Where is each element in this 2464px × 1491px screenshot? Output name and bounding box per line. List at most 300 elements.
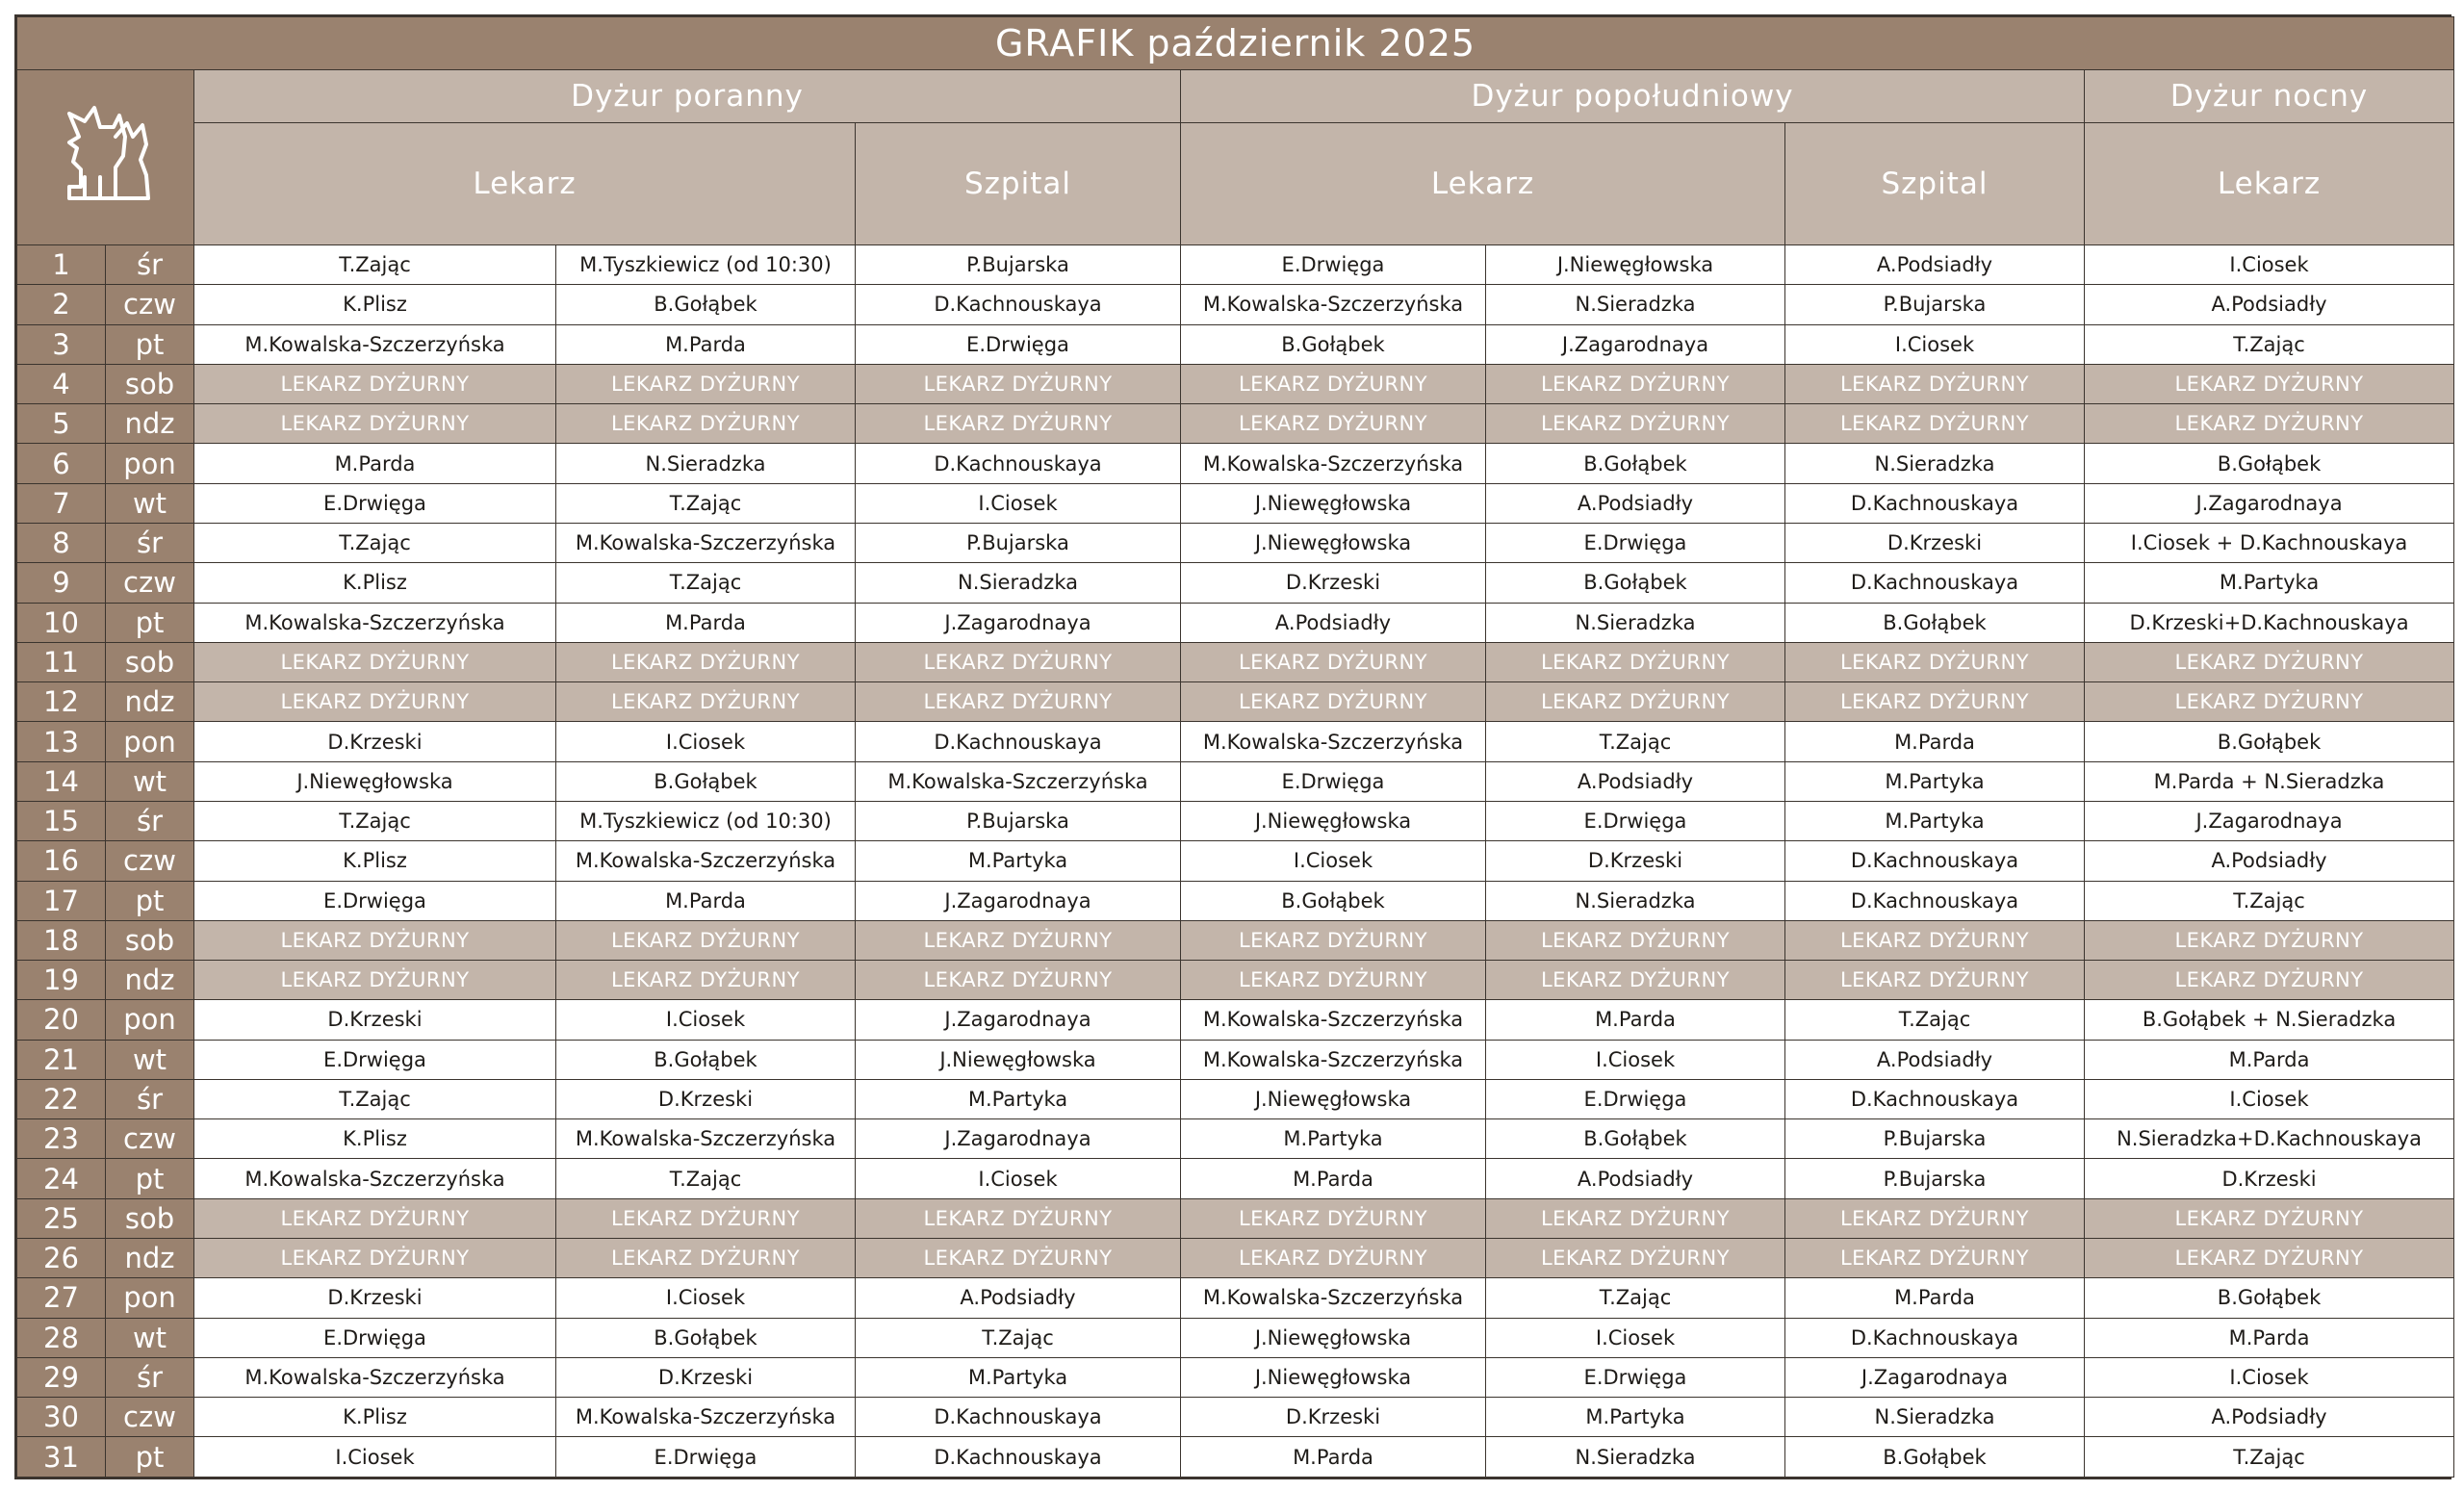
- schedule-cell: A.Podsiadły: [1785, 1040, 2085, 1079]
- schedule-cell: D.Krzeski: [556, 1357, 856, 1397]
- schedule-cell: M.Partyka: [856, 1357, 1181, 1397]
- schedule-cell: LEKARZ DYŻURNY: [1486, 642, 1785, 681]
- schedule-cell: M.Kowalska-Szczerzyńska: [556, 523, 856, 562]
- day-number: 5: [17, 404, 106, 444]
- schedule-cell: LEKARZ DYŻURNY: [856, 642, 1181, 681]
- schedule-cell: M.Partyka: [1785, 801, 2085, 840]
- schedule-cell: LEKARZ DYŻURNY: [1785, 364, 2085, 403]
- day-of-week: pon: [106, 444, 194, 483]
- schedule-cell: T.Zając: [556, 563, 856, 603]
- table-row: [17, 324, 2454, 364]
- schedule-cell: E.Drwięga: [1486, 1079, 1785, 1118]
- day-of-week: sob: [106, 642, 194, 681]
- schedule-cell: A.Podsiadły: [1785, 245, 2085, 285]
- schedule-cell: P.Bujarska: [1785, 1159, 2085, 1198]
- schedule-cell: LEKARZ DYŻURNY: [1181, 682, 1486, 722]
- schedule-cell: LEKARZ DYŻURNY: [1486, 1198, 1785, 1238]
- schedule-cell: P.Bujarska: [1785, 285, 2085, 324]
- schedule-cell: LEKARZ DYŻURNY: [556, 642, 856, 681]
- table-row: [17, 1079, 2454, 1118]
- schedule-cell: K.Plisz: [194, 563, 556, 603]
- schedule-cell: LEKARZ DYŻURNY: [1785, 920, 2085, 960]
- schedule-cell: M.Parda: [1785, 722, 2085, 761]
- schedule-cell: N.Sieradzka: [556, 444, 856, 483]
- day-number: 21: [17, 1040, 106, 1079]
- table-row: [17, 801, 2454, 840]
- schedule-cell: LEKARZ DYŻURNY: [1181, 1198, 1486, 1238]
- schedule-cell: M.Parda: [1486, 1000, 1785, 1040]
- schedule-cell: D.Krzeski: [194, 1278, 556, 1318]
- day-of-week: wt: [106, 483, 194, 523]
- schedule-cell: A.Podsiadły: [1181, 603, 1486, 642]
- schedule-cell: LEKARZ DYŻURNY: [194, 1198, 556, 1238]
- schedule-cell: I.Ciosek: [856, 1159, 1181, 1198]
- day-of-week: pt: [106, 1159, 194, 1198]
- schedule-cell: B.Gołąbek: [556, 1040, 856, 1079]
- schedule-cell: LEKARZ DYŻURNY: [1785, 1239, 2085, 1278]
- schedule-cell: M.Kowalska-Szczerzyńska: [194, 1357, 556, 1397]
- day-number: 12: [17, 682, 106, 722]
- schedule-cell: M.Parda: [556, 324, 856, 364]
- day-of-week: pon: [106, 1278, 194, 1318]
- schedule-cell: M.Partyka: [1181, 1119, 1486, 1159]
- day-number: 18: [17, 920, 106, 960]
- schedule-cell: LEKARZ DYŻURNY: [1785, 404, 2085, 444]
- schedule-cell: T.Zając: [1486, 722, 1785, 761]
- schedule-cell: LEKARZ DYŻURNY: [1181, 961, 1486, 1000]
- schedule-cell: A.Podsiadły: [2085, 841, 2454, 881]
- schedule-cell: LEKARZ DYŻURNY: [2085, 961, 2454, 1000]
- schedule-cell: J.Zagarodnaya: [856, 881, 1181, 920]
- schedule-cell: LEKARZ DYŻURNY: [1181, 364, 1486, 403]
- schedule-cell: J.Zagarodnaya: [1486, 324, 1785, 364]
- schedule-cell: A.Podsiadły: [2085, 285, 2454, 324]
- table-row: [17, 920, 2454, 960]
- schedule-cell: M.Kowalska-Szczerzyńska: [1181, 285, 1486, 324]
- schedule-cell: T.Zając: [194, 1079, 556, 1118]
- day-of-week: ndz: [106, 404, 194, 444]
- schedule-cell: D.Krzeski+D.Kachnouskaya: [2085, 603, 2454, 642]
- schedule-cell: LEKARZ DYŻURNY: [194, 682, 556, 722]
- schedule-cell: D.Kachnouskaya: [856, 722, 1181, 761]
- schedule-cell: J.Zagarodnaya: [1785, 1357, 2085, 1397]
- table-row: [17, 1437, 2454, 1478]
- table-row: [17, 1278, 2454, 1318]
- day-number: 4: [17, 364, 106, 403]
- schedule-cell: I.Ciosek: [856, 483, 1181, 523]
- schedule-cell: P.Bujarska: [856, 801, 1181, 840]
- table-row: [17, 245, 2454, 285]
- table-row: [17, 1159, 2454, 1198]
- table-row: [17, 603, 2454, 642]
- schedule-cell: E.Drwięga: [1486, 523, 1785, 562]
- schedule-cell: J.Zagarodnaya: [856, 1119, 1181, 1159]
- schedule-cell: M.Partyka: [1785, 761, 2085, 801]
- schedule-cell: D.Kachnouskaya: [856, 285, 1181, 324]
- schedule-cell: LEKARZ DYŻURNY: [1181, 1239, 1486, 1278]
- schedule-cell: J.Zagarodnaya: [856, 603, 1181, 642]
- day-number: 20: [17, 1000, 106, 1040]
- schedule-cell: LEKARZ DYŻURNY: [1486, 682, 1785, 722]
- schedule-cell: LEKARZ DYŻURNY: [856, 1239, 1181, 1278]
- schedule-cell: E.Drwięga: [1181, 761, 1486, 801]
- shift-afternoon: Dyżur popołudniowy: [1181, 70, 2085, 123]
- table-row: [17, 1318, 2454, 1357]
- schedule-cell: J.Niewęgłowska: [1486, 245, 1785, 285]
- day-number: 2: [17, 285, 106, 324]
- schedule-cell: I.Ciosek: [1486, 1040, 1785, 1079]
- day-number: 15: [17, 801, 106, 840]
- schedule-cell: I.Ciosek: [2085, 1357, 2454, 1397]
- schedule-cell: M.Parda: [1785, 1278, 2085, 1318]
- day-number: 6: [17, 444, 106, 483]
- schedule-cell: M.Parda: [1181, 1159, 1486, 1198]
- schedule-cell: M.Kowalska-Szczerzyńska: [194, 603, 556, 642]
- schedule-title: GRAFIK październik 2025: [17, 17, 2454, 70]
- schedule-cell: J.Niewęgłowska: [856, 1040, 1181, 1079]
- day-of-week: wt: [106, 761, 194, 801]
- schedule-cell: K.Plisz: [194, 1119, 556, 1159]
- day-of-week: czw: [106, 285, 194, 324]
- schedule-cell: D.Kachnouskaya: [1785, 563, 2085, 603]
- schedule-cell: LEKARZ DYŻURNY: [1486, 364, 1785, 403]
- schedule-cell: J.Niewęgłowska: [1181, 1318, 1486, 1357]
- day-of-week: sob: [106, 364, 194, 403]
- schedule-cell: T.Zając: [1785, 1000, 2085, 1040]
- day-number: 13: [17, 722, 106, 761]
- schedule-cell: P.Bujarska: [1785, 1119, 2085, 1159]
- schedule-cell: T.Zając: [2085, 1437, 2454, 1478]
- schedule-cell: N.Sieradzka: [1785, 1398, 2085, 1437]
- schedule-cell: LEKARZ DYŻURNY: [1181, 920, 1486, 960]
- schedule-cell: D.Krzeski: [1181, 1398, 1486, 1437]
- schedule-cell: E.Drwięga: [556, 1437, 856, 1478]
- schedule-cell: D.Kachnouskaya: [1785, 881, 2085, 920]
- table-row: [17, 563, 2454, 603]
- schedule-cell: LEKARZ DYŻURNY: [2085, 682, 2454, 722]
- table-row: [17, 881, 2454, 920]
- day-of-week: wt: [106, 1318, 194, 1357]
- day-number: 17: [17, 881, 106, 920]
- schedule-cell: N.Sieradzka: [856, 563, 1181, 603]
- day-of-week: pon: [106, 722, 194, 761]
- schedule-cell: N.Sieradzka+D.Kachnouskaya: [2085, 1119, 2454, 1159]
- day-number: 24: [17, 1159, 106, 1198]
- schedule-cell: T.Zając: [1486, 1278, 1785, 1318]
- schedule-cell: M.Parda: [2085, 1318, 2454, 1357]
- day-of-week: ndz: [106, 682, 194, 722]
- schedule-cell: M.Tyszkiewicz (od 10:30): [556, 245, 856, 285]
- schedule-cell: B.Gołąbek: [1785, 1437, 2085, 1478]
- schedule-cell: K.Plisz: [194, 1398, 556, 1437]
- day-of-week: śr: [106, 801, 194, 840]
- schedule-cell: M.Partyka: [2085, 563, 2454, 603]
- schedule-cell: I.Ciosek: [2085, 1079, 2454, 1118]
- day-number: 14: [17, 761, 106, 801]
- schedule-cell: LEKARZ DYŻURNY: [556, 1198, 856, 1238]
- cat-dog-icon: [56, 98, 156, 210]
- table-row: [17, 722, 2454, 761]
- schedule-cell: M.Kowalska-Szczerzyńska: [556, 1398, 856, 1437]
- schedule-cell: I.Ciosek: [556, 1000, 856, 1040]
- schedule-cell: A.Podsiadły: [1486, 761, 1785, 801]
- day-of-week: czw: [106, 841, 194, 881]
- schedule-cell: B.Gołąbek: [1785, 603, 2085, 642]
- schedule-cell: M.Partyka: [856, 1079, 1181, 1118]
- logo-cell: [17, 70, 194, 245]
- schedule-cell: D.Krzeski: [194, 722, 556, 761]
- schedule-cell: LEKARZ DYŻURNY: [856, 920, 1181, 960]
- day-of-week: pon: [106, 1000, 194, 1040]
- schedule-cell: D.Kachnouskaya: [1785, 841, 2085, 881]
- shift-night: Dyżur nocny: [2085, 70, 2454, 123]
- schedule-cell: D.Kachnouskaya: [1785, 1079, 2085, 1118]
- subheader-morning-doctor: Lekarz: [194, 123, 856, 245]
- schedule-cell: J.Niewęgłowska: [1181, 801, 1486, 840]
- schedule-cell: J.Zagarodnaya: [856, 1000, 1181, 1040]
- schedule-cell: M.Kowalska-Szczerzyńska: [1181, 722, 1486, 761]
- table-row: [17, 1040, 2454, 1079]
- schedule-cell: E.Drwięga: [1486, 1357, 1785, 1397]
- table-row: [17, 444, 2454, 483]
- schedule-cell: T.Zając: [856, 1318, 1181, 1357]
- schedule-cell: LEKARZ DYŻURNY: [194, 404, 556, 444]
- schedule-cell: I.Ciosek: [2085, 245, 2454, 285]
- day-number: 19: [17, 961, 106, 1000]
- schedule-cell: M.Kowalska-Szczerzyńska: [556, 841, 856, 881]
- table-row: [17, 961, 2454, 1000]
- table-row: [17, 1000, 2454, 1040]
- day-number: 11: [17, 642, 106, 681]
- schedule-cell: M.Kowalska-Szczerzyńska: [1181, 1278, 1486, 1318]
- schedule-cell: M.Partyka: [1486, 1398, 1785, 1437]
- day-of-week: ndz: [106, 961, 194, 1000]
- day-number: 1: [17, 245, 106, 285]
- schedule-cell: B.Gołąbek + N.Sieradzka: [2085, 1000, 2454, 1040]
- day-of-week: ndz: [106, 1239, 194, 1278]
- schedule-cell: M.Parda: [556, 881, 856, 920]
- schedule-cell: LEKARZ DYŻURNY: [856, 1198, 1181, 1238]
- schedule-cell: B.Gołąbek: [2085, 722, 2454, 761]
- table-row: [17, 364, 2454, 403]
- schedule-cell: M.Kowalska-Szczerzyńska: [1181, 444, 1486, 483]
- schedule-cell: LEKARZ DYŻURNY: [556, 404, 856, 444]
- day-number: 29: [17, 1357, 106, 1397]
- day-of-week: czw: [106, 563, 194, 603]
- schedule-cell: LEKARZ DYŻURNY: [2085, 642, 2454, 681]
- schedule-cell: LEKARZ DYŻURNY: [1486, 1239, 1785, 1278]
- schedule-cell: M.Tyszkiewicz (od 10:30): [556, 801, 856, 840]
- schedule-cell: LEKARZ DYŻURNY: [2085, 1198, 2454, 1238]
- schedule-body: [17, 245, 2454, 1478]
- schedule-cell: M.Parda: [1181, 1437, 1486, 1478]
- schedule-cell: D.Krzeski: [556, 1079, 856, 1118]
- schedule-cell: LEKARZ DYŻURNY: [1785, 961, 2085, 1000]
- schedule-cell: M.Kowalska-Szczerzyńska: [856, 761, 1181, 801]
- schedule-cell: E.Drwięga: [194, 1318, 556, 1357]
- day-number: 26: [17, 1239, 106, 1278]
- day-number: 30: [17, 1398, 106, 1437]
- schedule-cell: M.Parda: [2085, 1040, 2454, 1079]
- schedule-cell: LEKARZ DYŻURNY: [556, 920, 856, 960]
- schedule-cell: E.Drwięga: [1181, 245, 1486, 285]
- table-row: [17, 1198, 2454, 1238]
- table-row: [17, 1398, 2454, 1437]
- schedule-cell: T.Zając: [556, 483, 856, 523]
- schedule-cell: M.Parda: [194, 444, 556, 483]
- schedule-table: [16, 16, 2454, 1478]
- table-row: [17, 1119, 2454, 1159]
- day-of-week: wt: [106, 1040, 194, 1079]
- schedule-cell: B.Gołąbek: [556, 1318, 856, 1357]
- table-row: [17, 523, 2454, 562]
- schedule-cell: I.Ciosek: [194, 1437, 556, 1478]
- schedule-cell: A.Podsiadły: [1486, 483, 1785, 523]
- schedule-cell: LEKARZ DYŻURNY: [2085, 1239, 2454, 1278]
- schedule-cell: N.Sieradzka: [1486, 285, 1785, 324]
- schedule-cell: LEKARZ DYŻURNY: [1785, 642, 2085, 681]
- schedule-cell: M.Parda: [556, 603, 856, 642]
- schedule-cell: M.Kowalska-Szczerzyńska: [556, 1119, 856, 1159]
- schedule-cell: B.Gołąbek: [2085, 444, 2454, 483]
- schedule-cell: M.Partyka: [856, 841, 1181, 881]
- schedule-cell: I.Ciosek: [1486, 1318, 1785, 1357]
- day-of-week: pt: [106, 324, 194, 364]
- schedule-cell: M.Parda + N.Sieradzka: [2085, 761, 2454, 801]
- schedule-cell: LEKARZ DYŻURNY: [194, 1239, 556, 1278]
- schedule-cell: E.Drwięga: [194, 483, 556, 523]
- day-number: 28: [17, 1318, 106, 1357]
- schedule-cell: T.Zając: [556, 1159, 856, 1198]
- schedule-cell: D.Kachnouskaya: [856, 444, 1181, 483]
- schedule-cell: M.Kowalska-Szczerzyńska: [194, 1159, 556, 1198]
- schedule-cell: J.Niewęgłowska: [1181, 483, 1486, 523]
- schedule-cell: M.Kowalska-Szczerzyńska: [194, 324, 556, 364]
- schedule-cell: LEKARZ DYŻURNY: [1486, 961, 1785, 1000]
- schedule-cell: T.Zając: [194, 245, 556, 285]
- table-row: [17, 1239, 2454, 1278]
- schedule-cell: B.Gołąbek: [556, 761, 856, 801]
- day-number: 23: [17, 1119, 106, 1159]
- table-row: [17, 404, 2454, 444]
- schedule-cell: LEKARZ DYŻURNY: [556, 682, 856, 722]
- schedule-cell: D.Krzeski: [1486, 841, 1785, 881]
- table-row: [17, 285, 2454, 324]
- subheader-afternoon-doctor: Lekarz: [1181, 123, 1785, 245]
- schedule-cell: LEKARZ DYŻURNY: [1486, 920, 1785, 960]
- day-of-week: śr: [106, 245, 194, 285]
- day-of-week: pt: [106, 881, 194, 920]
- schedule-cell: T.Zając: [2085, 324, 2454, 364]
- schedule-cell: M.Kowalska-Szczerzyńska: [1181, 1040, 1486, 1079]
- schedule-cell: M.Kowalska-Szczerzyńska: [1181, 1000, 1486, 1040]
- schedule-cell: D.Krzeski: [1181, 563, 1486, 603]
- schedule-cell: I.Ciosek: [556, 722, 856, 761]
- schedule-cell: J.Niewęgłowska: [1181, 523, 1486, 562]
- shift-morning: Dyżur poranny: [194, 70, 1181, 123]
- schedule-cell: E.Drwięga: [194, 881, 556, 920]
- schedule-cell: LEKARZ DYŻURNY: [2085, 364, 2454, 403]
- schedule-cell: J.Zagarodnaya: [2085, 483, 2454, 523]
- schedule-cell: LEKARZ DYŻURNY: [2085, 920, 2454, 960]
- day-number: 31: [17, 1437, 106, 1478]
- schedule-cell: LEKARZ DYŻURNY: [1785, 1198, 2085, 1238]
- schedule-cell: LEKARZ DYŻURNY: [194, 642, 556, 681]
- table-row: [17, 841, 2454, 881]
- schedule-cell: B.Gołąbek: [1486, 563, 1785, 603]
- schedule-cell: LEKARZ DYŻURNY: [1785, 682, 2085, 722]
- schedule-cell: LEKARZ DYŻURNY: [856, 364, 1181, 403]
- day-number: 10: [17, 603, 106, 642]
- schedule-cell: T.Zając: [194, 801, 556, 840]
- day-of-week: czw: [106, 1398, 194, 1437]
- schedule-cell: D.Kachnouskaya: [856, 1398, 1181, 1437]
- day-of-week: sob: [106, 1198, 194, 1238]
- day-number: 16: [17, 841, 106, 881]
- schedule-cell: LEKARZ DYŻURNY: [856, 404, 1181, 444]
- schedule-cell: LEKARZ DYŻURNY: [856, 961, 1181, 1000]
- schedule-cell: B.Gołąbek: [556, 285, 856, 324]
- schedule-cell: B.Gołąbek: [1486, 444, 1785, 483]
- day-of-week: sob: [106, 920, 194, 960]
- schedule-cell: LEKARZ DYŻURNY: [1181, 404, 1486, 444]
- schedule-cell: J.Niewęgłowska: [1181, 1079, 1486, 1118]
- schedule-cell: LEKARZ DYŻURNY: [856, 682, 1181, 722]
- subheader-night-doctor: Lekarz: [2085, 123, 2454, 245]
- schedule-cell: J.Zagarodnaya: [2085, 801, 2454, 840]
- schedule-cell: LEKARZ DYŻURNY: [556, 364, 856, 403]
- table-row: [17, 483, 2454, 523]
- schedule-cell: J.Niewęgłowska: [1181, 1357, 1486, 1397]
- schedule-cell: LEKARZ DYŻURNY: [556, 1239, 856, 1278]
- schedule-cell: I.Ciosek: [1785, 324, 2085, 364]
- schedule-cell: B.Gołąbek: [1486, 1119, 1785, 1159]
- schedule-cell: LEKARZ DYŻURNY: [1181, 642, 1486, 681]
- schedule-cell: LEKARZ DYŻURNY: [194, 920, 556, 960]
- schedule-cell: N.Sieradzka: [1785, 444, 2085, 483]
- day-number: 9: [17, 563, 106, 603]
- schedule-cell: N.Sieradzka: [1486, 603, 1785, 642]
- schedule-cell: B.Gołąbek: [1181, 881, 1486, 920]
- day-number: 25: [17, 1198, 106, 1238]
- table-row: [17, 761, 2454, 801]
- schedule-cell: K.Plisz: [194, 841, 556, 881]
- schedule-cell: D.Krzeski: [1785, 523, 2085, 562]
- day-of-week: śr: [106, 1079, 194, 1118]
- subheader-afternoon-hospital: Szpital: [1785, 123, 2085, 245]
- schedule-cell: A.Podsiadły: [856, 1278, 1181, 1318]
- day-number: 3: [17, 324, 106, 364]
- day-of-week: czw: [106, 1119, 194, 1159]
- schedule-cell: B.Gołąbek: [2085, 1278, 2454, 1318]
- schedule-cell: I.Ciosek + D.Kachnouskaya: [2085, 523, 2454, 562]
- schedule-cell: K.Plisz: [194, 285, 556, 324]
- table-row: [17, 642, 2454, 681]
- schedule-cell: T.Zając: [194, 523, 556, 562]
- schedule-cell: LEKARZ DYŻURNY: [1486, 404, 1785, 444]
- schedule-cell: E.Drwięga: [1486, 801, 1785, 840]
- schedule-cell: D.Kachnouskaya: [1785, 483, 2085, 523]
- schedule-cell: J.Niewęgłowska: [194, 761, 556, 801]
- subheader-morning-hospital: Szpital: [856, 123, 1181, 245]
- schedule-cell: D.Krzeski: [2085, 1159, 2454, 1198]
- day-number: 22: [17, 1079, 106, 1118]
- schedule-cell: P.Bujarska: [856, 245, 1181, 285]
- schedule-cell: B.Gołąbek: [1181, 324, 1486, 364]
- day-of-week: pt: [106, 1437, 194, 1478]
- schedule-cell: I.Ciosek: [1181, 841, 1486, 881]
- schedule-cell: T.Zając: [2085, 881, 2454, 920]
